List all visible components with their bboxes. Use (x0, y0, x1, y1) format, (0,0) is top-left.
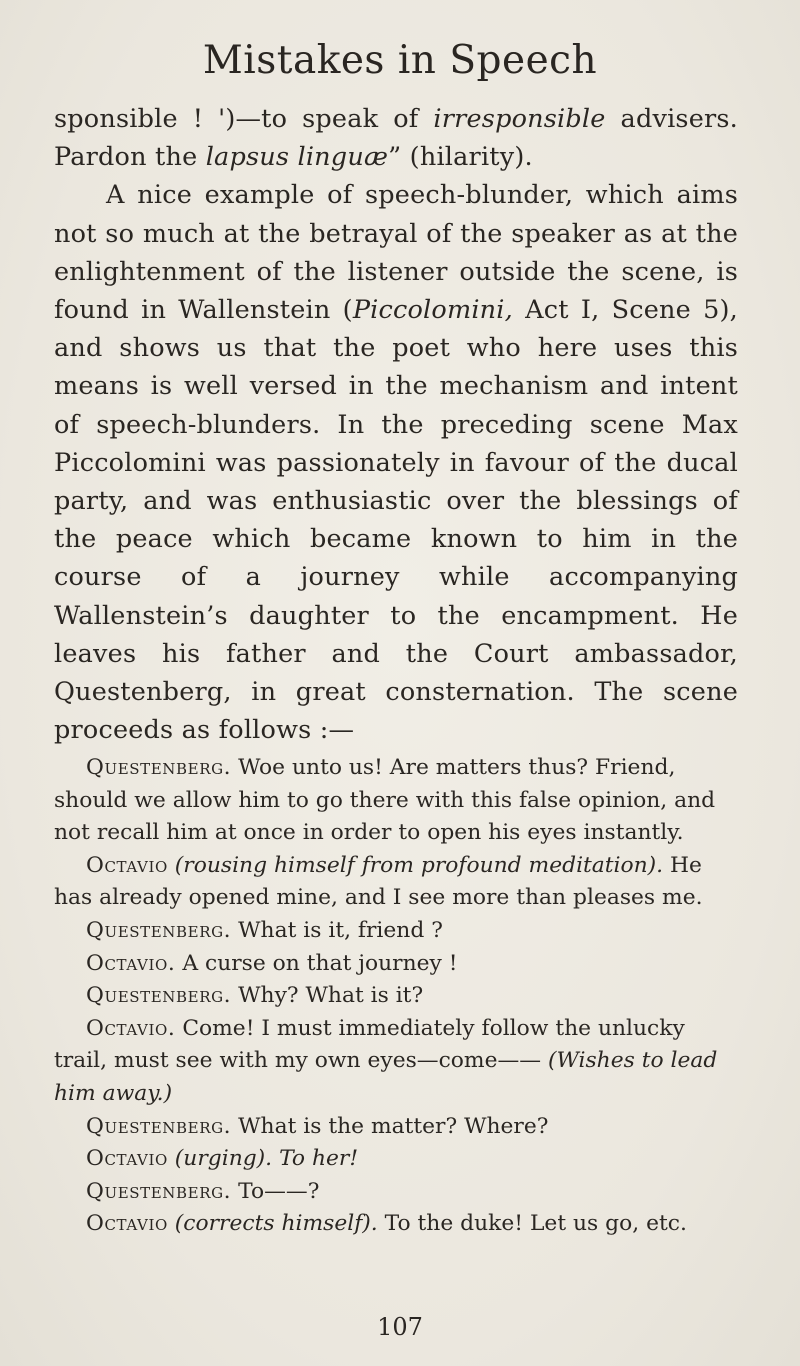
italic-run: irresponsible (433, 104, 606, 134)
speaker-name: Questenberg. (86, 983, 232, 1009)
stage-direction: (rousing himself from profound meditation). (167, 852, 664, 878)
speaker-name: Octavio. (86, 1015, 176, 1041)
speaker-name: Questenberg. (86, 1113, 232, 1139)
dialogue-line-7 (54, 1111, 738, 1144)
dialogue-line-9 (54, 1176, 738, 1209)
page-number: 107 (377, 1313, 423, 1341)
speech-text: What is it, friend ? (231, 917, 443, 943)
paragraph-2 (54, 176, 738, 749)
dialogue-line-3 (54, 915, 738, 948)
paragraph-1 (54, 100, 738, 176)
stage-direction: (corrects himself). (167, 1211, 378, 1237)
text-run: sponsible ! ')—to speak of (54, 104, 434, 134)
speech-text: What is the matter? Where? (231, 1113, 549, 1139)
speech-text: Woe unto us! Are matters thus? Friend, should we allow him to go there with this false opinion, and not recall him at once in order to open his eyes instantly. (54, 755, 716, 846)
body-text (54, 100, 738, 749)
dialogue-line-4 (54, 948, 738, 981)
stage-direction: (urging). (167, 1146, 273, 1172)
running-head: Mistakes in Speech (202, 38, 598, 83)
speech-text: To the duke! Let us go, etc. (377, 1211, 687, 1237)
dialogue-line-2 (54, 850, 738, 915)
speaker-name: Questenberg. (86, 755, 232, 780)
dialogue-line-6 (54, 1013, 738, 1111)
dialogue-line-8 (54, 1143, 738, 1176)
speaker-name: Questenberg. (86, 1178, 232, 1204)
dialogue-line-10 (54, 1208, 738, 1241)
text-run: A nice example of speech-blunder, which aims not so much at the betrayal of the speaker as at the enlightenment of the listener outside the scene, is found in Wallenstein ( (54, 180, 738, 326)
speech-text: He has already opened mine, and I see more than pleases me. (54, 852, 703, 911)
speaker-name: Octavio. (86, 950, 176, 976)
dialogue-line-1 (54, 752, 738, 850)
speech-text: To——? (231, 1178, 320, 1204)
speech-text: Come! I must immediately follow the unlucky trail, must see with my own eyes—come—— (54, 1015, 685, 1074)
italic-run: lapsus linguæ (205, 142, 389, 173)
text-run: ” (hilarity). (388, 142, 533, 173)
text-run: advisers. Pardon the (54, 104, 738, 173)
dialogue-line-5 (54, 980, 738, 1013)
speech-text: A curse on that journey ! (175, 950, 458, 976)
stage-direction: To her! (279, 1146, 359, 1172)
dialogue-block (54, 752, 738, 1241)
speaker-name: Questenberg. (86, 917, 232, 943)
text-run: Act I, Scene 5), and shows us that the poet who here uses this means is well versed in the mechanism and intent of speech-blunders. In the preceding scene Max Piccolomini was passionately in favour of the ducal party, and was enthusiastic over the blessings of the peace which became known to him in the course of a journey while accompanying Wallenstein’s daughter to the encampment. He leaves his father and the Court ambassador, Questenberg, in great consternation. The scene proceeds as follows :— (54, 295, 738, 746)
speech-text: Why? What is it? (231, 983, 424, 1009)
speaker-name: Octavio (86, 1146, 168, 1172)
stage-direction: (Wishes to lead him away.) (54, 1048, 718, 1106)
italic-run: Piccolomini, (352, 295, 513, 326)
speaker-name: Octavio (86, 852, 168, 878)
speaker-name: Octavio (86, 1211, 168, 1237)
